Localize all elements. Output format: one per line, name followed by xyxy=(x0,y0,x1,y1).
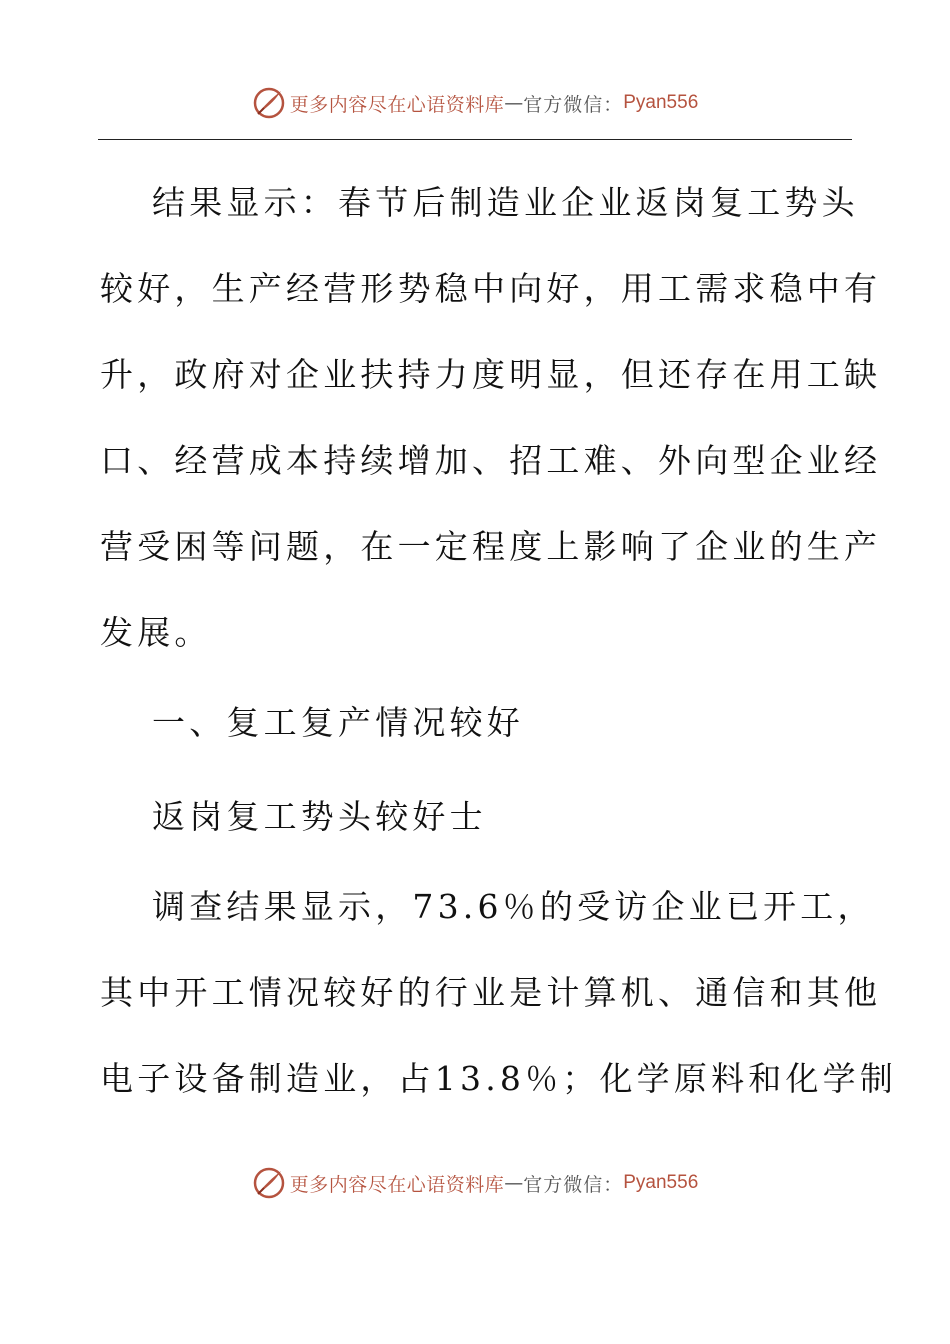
text-line: 营受困等问题，在一定程度上影响了企业的生产 xyxy=(100,527,882,566)
subsection-heading: 返岗复工势头较好士 xyxy=(152,797,487,836)
banner-separator: — xyxy=(504,1172,524,1194)
official-wechat-label: 官方微信： xyxy=(523,1173,624,1196)
wechat-handle: Pyan556 xyxy=(623,92,699,113)
promo-text: 更多内容尽在心语资料库 xyxy=(289,93,505,116)
paragraph-survey xyxy=(100,864,898,1122)
text-line: 电子设备制造业，占13.8％；化学原料和化学制 xyxy=(100,1059,898,1098)
footer-banner xyxy=(0,1163,950,1203)
text-line: 其中开工情况较好的行业是计算机、通信和其他 xyxy=(100,973,882,1012)
paragraph-results xyxy=(100,160,882,676)
text-line: 口、经营成本持续增加、招工难、外向型企业经 xyxy=(100,441,882,480)
text-line: 结果显示：春节后制造业企业返岗复工势头 xyxy=(152,183,859,222)
header-divider xyxy=(98,139,852,140)
quill-logo-icon xyxy=(252,86,286,120)
wechat-handle: Pyan556 xyxy=(623,1172,699,1193)
banner-separator: — xyxy=(504,92,524,114)
header-banner xyxy=(0,83,950,123)
text-line: 发展。 xyxy=(100,613,212,652)
promo-text: 更多内容尽在心语资料库 xyxy=(289,1173,505,1196)
document-body xyxy=(100,160,898,1122)
text-line: 较好，生产经营形势稳中向好，用工需求稳中有 xyxy=(100,269,882,308)
section-heading: 一、复工复产情况较好 xyxy=(152,703,524,742)
quill-logo-icon xyxy=(252,1166,286,1200)
text-line: 调查结果显示，73.6％的受访企业已开工， xyxy=(152,887,875,926)
official-wechat-label: 官方微信： xyxy=(523,93,624,116)
text-line: 升，政府对企业扶持力度明显，但还存在用工缺 xyxy=(100,355,882,394)
